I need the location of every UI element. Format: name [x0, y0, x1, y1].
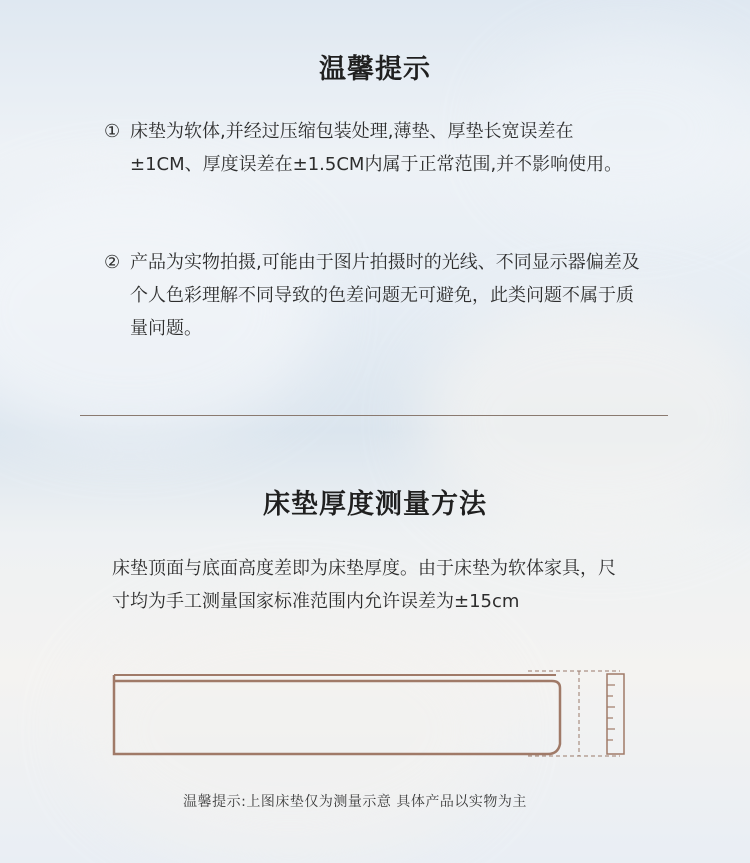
- item-text: 产品为实物拍摄,可能由于图片拍摄时的光线、不同显示器偏差及个人色彩理解不同导致的色差问题无可避免，此类问题不属于质量问题。: [130, 252, 640, 339]
- warning-item-2: [104, 246, 644, 345]
- item-number: ②: [104, 252, 121, 273]
- ruler: [607, 674, 624, 754]
- warning-title: 温馨提示: [319, 54, 431, 85]
- measure-description: 床垫顶面与底面高度差即为床垫厚度。由于床垫为软体家具，尺寸均为手工测量国家标准范围内允许误差为±15cm: [112, 558, 616, 612]
- measure-title: 床垫厚度测量方法: [263, 489, 487, 520]
- section-divider: [80, 415, 668, 416]
- warning-item-1: [104, 115, 644, 181]
- item-text: 床垫为软体,并经过压缩包装处理,薄垫、厚垫长宽误差在±1CM、厚度误差在±1.5CM内属于正常范围,并不影响使用。: [130, 121, 623, 175]
- item-number: ①: [104, 121, 121, 142]
- mattress-outline: [114, 675, 560, 754]
- measure-caption: 温馨提示:上图床垫仅为测量示意 具体产品以实物为主: [183, 794, 527, 810]
- mattress-thickness-diagram: [108, 664, 628, 764]
- ruler-ticks: [607, 685, 615, 740]
